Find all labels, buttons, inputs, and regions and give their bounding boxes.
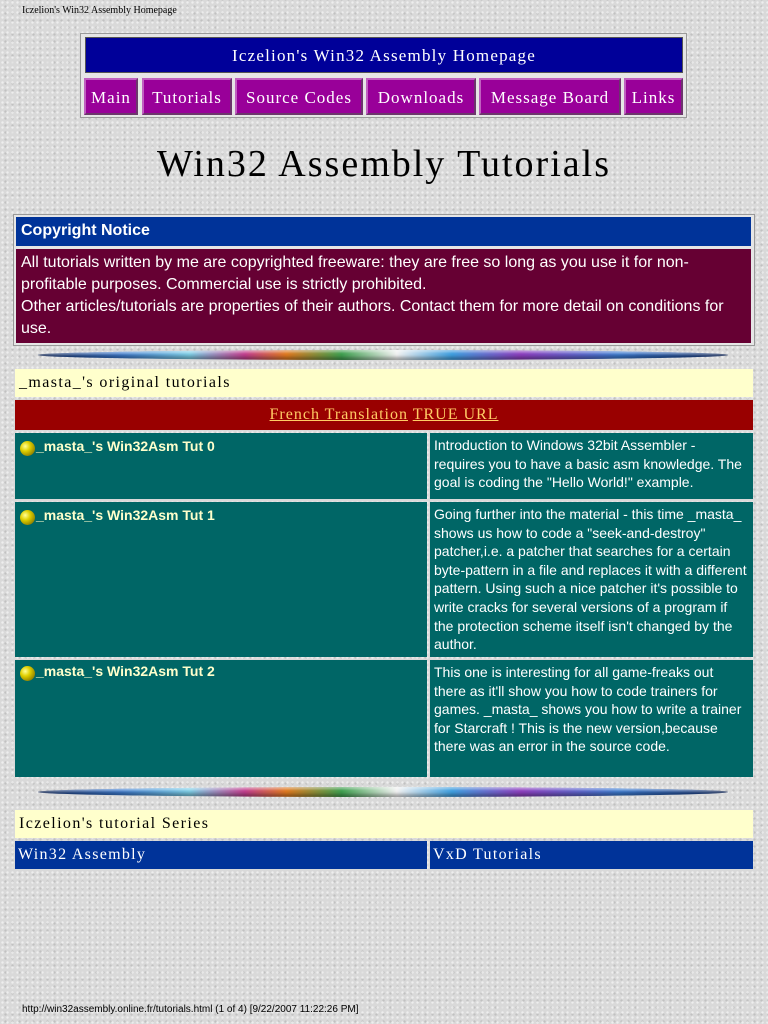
- series-section-title: Iczelion's tutorial Series: [15, 810, 753, 838]
- nav-downloads-button[interactable]: Downloads: [366, 78, 476, 115]
- page-title: Win32 Assembly Tutorials: [157, 143, 611, 185]
- nav-source-codes-button[interactable]: Source Codes: [235, 78, 363, 115]
- nav-main-button[interactable]: Main: [84, 78, 138, 115]
- copyright-line-2: Other articles/tutorials are properties of their authors. Contact them for more detail on conditions for use.: [21, 298, 724, 337]
- tutorial-1-name-cell: [15, 502, 427, 657]
- nav-message-board-button[interactable]: Message Board: [479, 78, 621, 115]
- nav-links-button[interactable]: Links: [624, 78, 683, 115]
- tutorial-2-name[interactable]: _masta_'s Win32Asm Tut 2: [36, 663, 215, 679]
- masta-section-title: _masta_'s original tutorials: [15, 369, 753, 397]
- true-url-link[interactable]: TRUE URL: [412, 406, 499, 423]
- print-page-footer: http://win32assembly.online.fr/tutorials.html (1 of 4) [9/22/2007 11:22:26 PM]: [22, 1004, 359, 1015]
- bullet-ball-icon: [20, 441, 35, 456]
- copyright-line-1: All tutorials written by me are copyrighted freeware: they are free so long as you use it for non-profitable purposes. Commercial use is strictly prohibited.: [21, 254, 689, 293]
- tutorial-1-link[interactable]: [20, 507, 215, 525]
- divider-bar-1: [38, 350, 728, 360]
- tutorial-1-description: Going further into the material - this time _masta_ shows us how to code a "seek-and-destroy" patcher,i.e. a patcher that searches for a certain byte-pattern in a file and replaces it with a different pattern. Using such a nice patcher it's possible to write cracks for several versions of a program if the protection scheme itself isn't changed by the author.: [430, 502, 753, 657]
- copyright-body: [16, 249, 751, 343]
- bullet-ball-icon: [20, 510, 35, 525]
- bullet-ball-icon: [20, 666, 35, 681]
- vxd-tutorials-link[interactable]: VxD Tutorials: [430, 841, 753, 869]
- print-page-header: Iczelion's Win32 Assembly Homepage: [22, 5, 177, 16]
- tutorial-0-description: Introduction to Windows 32bit Assembler - requires you to have a basic asm knowledge. The goal is coding the "Hello World!" example.: [430, 433, 753, 499]
- french-translation-link[interactable]: French Translation: [269, 406, 408, 423]
- nav-tutorials-button[interactable]: Tutorials: [142, 78, 232, 115]
- tutorial-1-name[interactable]: _masta_'s Win32Asm Tut 1: [36, 507, 215, 523]
- divider-bar-2: [38, 787, 728, 797]
- tutorial-2-link[interactable]: [20, 663, 215, 681]
- tutorial-0-link[interactable]: [20, 438, 215, 456]
- site-title: Iczelion's Win32 Assembly Homepage: [85, 37, 683, 73]
- win32-assembly-link[interactable]: Win32 Assembly: [15, 841, 427, 869]
- tutorial-0-name[interactable]: _masta_'s Win32Asm Tut 0: [36, 438, 215, 454]
- tutorial-2-description: This one is interesting for all game-freaks out there as it'll show you how to code trainers for games. _masta_ shows you how to write a trainer for Starcraft ! This is the new version,because there was an error in the source code.: [430, 660, 753, 777]
- translation-links-row: [15, 400, 753, 430]
- copyright-heading: Copyright Notice: [16, 217, 751, 246]
